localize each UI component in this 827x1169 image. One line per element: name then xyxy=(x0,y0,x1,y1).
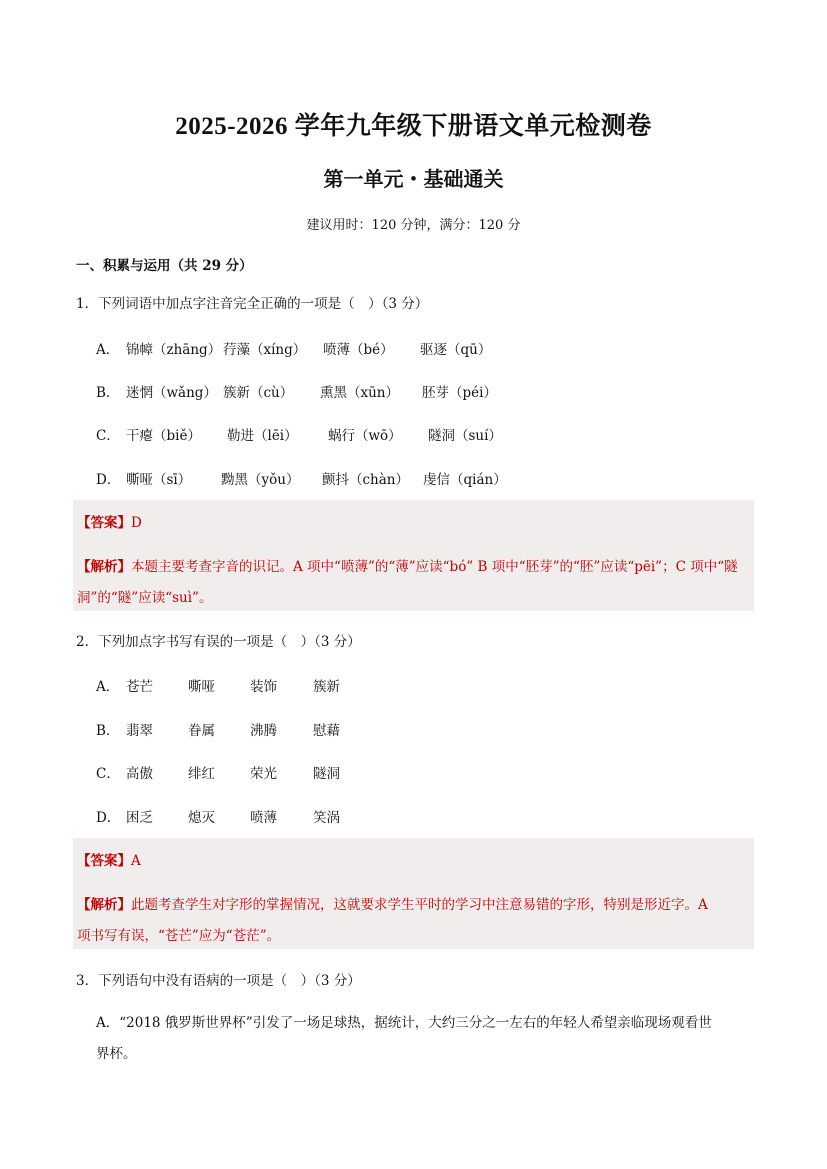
option-item: 嘶哑 xyxy=(188,679,215,695)
option-item: 翡翠 xyxy=(126,723,153,739)
q1-option-b xyxy=(96,381,497,401)
analysis-line-2: 洞”的“隧”应读“suì”。 xyxy=(77,590,213,606)
answer-label: 【答案】 xyxy=(77,853,131,869)
option-item: 慰藉 xyxy=(313,723,340,739)
q2-option-b xyxy=(96,719,340,739)
option-item: 眷属 xyxy=(188,723,215,739)
q1-option-d xyxy=(96,468,507,488)
option-item: 困乏 xyxy=(126,810,153,826)
q2-option-c xyxy=(96,762,340,782)
option-item: 高傲 xyxy=(126,766,153,782)
option-item: 装饰 xyxy=(250,679,277,695)
option-item: 熄灭 xyxy=(188,810,215,826)
option-label: C． xyxy=(96,766,120,782)
answer-value: A xyxy=(131,853,141,869)
section-heading: 一、积累与运用（共 29 分） xyxy=(76,258,253,274)
option-item: 喷薄（bé） xyxy=(323,342,394,358)
analysis-label: 【解析】 xyxy=(77,897,131,913)
option-item: 迷惘（wǎng） xyxy=(126,385,217,401)
q1-answer-box xyxy=(73,500,754,611)
q3-option-a-line-1: A．“2018 俄罗斯世界杯”引发了一场足球热，据统计，大约三分之一左右的年轻人希望亲临现场观看世 xyxy=(96,1015,712,1031)
option-label: C． xyxy=(96,428,120,444)
answer-label: 【答案】 xyxy=(77,515,131,531)
option-label: B． xyxy=(96,385,120,401)
answer-value: D xyxy=(131,515,142,531)
option-item: 隧洞（suí） xyxy=(428,428,502,444)
option-item: 虔信（qián） xyxy=(423,472,507,488)
q2-answer-box xyxy=(73,838,754,949)
q3-option-a xyxy=(96,1008,758,1070)
question-1-stem: 1．下列词语中加点字注音完全正确的一项是（ ）（3 分） xyxy=(76,296,429,312)
option-label: D． xyxy=(96,472,121,488)
option-item: 颤抖（chàn） xyxy=(322,472,409,488)
analysis-text: 本题主要考查字音的识记。A 项中“喷薄”的“薄”应读“bó” B 项中“胚芽”的“胚”应读“pēi”；C 项中“隧 xyxy=(131,559,738,575)
option-item: 黝黑（yǒu） xyxy=(221,472,300,488)
option-item: 荣光 xyxy=(250,766,277,782)
page-title: 2025-2026 学年九年级下册语文单元检测卷 xyxy=(175,113,652,140)
option-label: B． xyxy=(96,723,120,739)
analysis-line-2: 项书写有误，“苍芒”应为“苍茫”。 xyxy=(77,928,281,944)
option-item: 嘶哑（sī） xyxy=(126,472,192,488)
option-item: 荇藻（xíng） xyxy=(223,342,307,358)
q2-option-d xyxy=(96,806,340,826)
option-item: 蜗行（wō） xyxy=(328,428,402,444)
q1-option-c xyxy=(96,424,502,444)
option-item: 沸腾 xyxy=(250,723,277,739)
option-item: 胚芽（péi） xyxy=(422,385,497,401)
q3-option-a-line-2: 界杯。 xyxy=(96,1046,137,1062)
option-label: D． xyxy=(96,810,121,826)
option-item: 驱逐（qū） xyxy=(420,342,492,358)
q1-option-a xyxy=(96,338,491,358)
option-item: 喷薄 xyxy=(250,810,277,826)
option-item: 簇新 xyxy=(313,679,340,695)
page-subtitle: 第一单元・基础通关 xyxy=(323,167,504,191)
option-item: 勒进（lēi） xyxy=(227,428,298,444)
option-item: 熏黑（xūn） xyxy=(320,385,400,401)
answer-line xyxy=(77,511,142,531)
option-item: 簇新（cù） xyxy=(223,385,294,401)
analysis-text: 此题考查学生对字形的掌握情况，这就要求学生平时的学习中注意易错的字形，特别是形近字。A xyxy=(131,897,708,913)
option-item: 干瘪（biě） xyxy=(126,428,201,444)
option-item: 绯红 xyxy=(188,766,215,782)
q2-option-a xyxy=(96,675,340,695)
analysis-line-1 xyxy=(77,893,708,913)
analysis-label: 【解析】 xyxy=(77,559,131,575)
time-info: 建议用时：120 分钟，满分：120 分 xyxy=(306,218,521,233)
option-label: A． xyxy=(96,342,120,358)
answer-line xyxy=(77,849,141,869)
option-label: A． xyxy=(96,679,120,695)
question-3-stem: 3．下列语句中没有语病的一项是（ ）（3 分） xyxy=(76,973,361,989)
option-item: 锦幛（zhāng） xyxy=(126,342,222,358)
analysis-line-1 xyxy=(77,555,738,575)
option-item: 隧洞 xyxy=(313,766,340,782)
option-item: 笑涡 xyxy=(313,810,340,826)
option-item: 苍芒 xyxy=(126,679,153,695)
question-2-stem: 2．下列加点字书写有误的一项是（ ）（3 分） xyxy=(76,634,361,650)
